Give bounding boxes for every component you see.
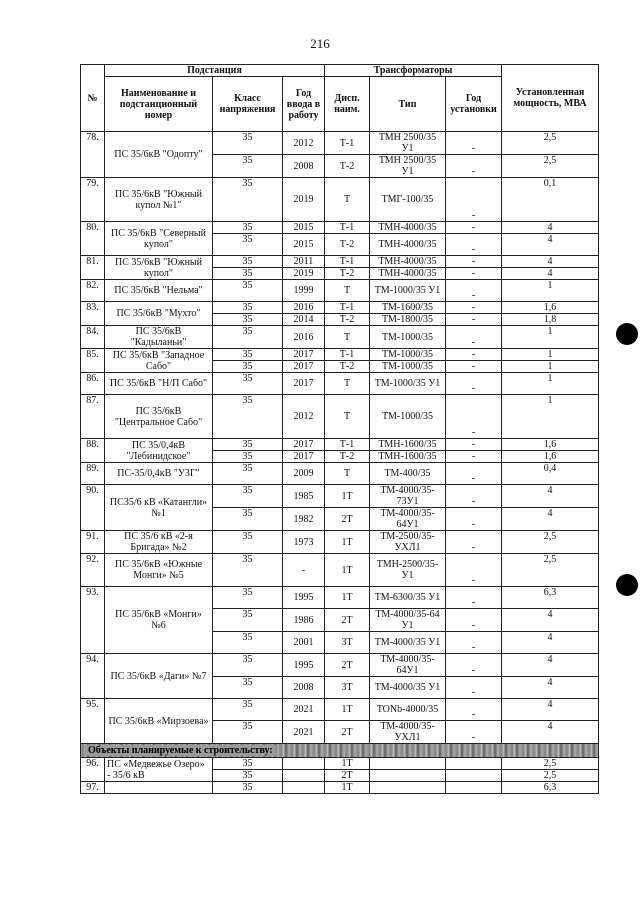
capacity-cell: 1: [502, 373, 599, 395]
voltage-class-cell: 35: [213, 531, 283, 554]
table-row: [81, 463, 599, 485]
voltage-class-cell: 35: [213, 361, 283, 373]
header-transformers-group: Трансформаторы: [325, 65, 502, 77]
capacity-cell: 4: [502, 268, 599, 280]
disp-name-cell: Т-1: [325, 439, 370, 451]
install-year-cell: -: [446, 256, 502, 268]
disp-name-cell: Т-1: [325, 302, 370, 314]
capacity-cell: 0,4: [502, 463, 599, 485]
row-num: 78.: [81, 132, 105, 178]
table-row: [81, 587, 599, 609]
year-cell: 2015: [283, 222, 325, 234]
table-row: [81, 302, 599, 314]
install-year-cell: -: [446, 721, 502, 744]
type-cell: ТМ-6300/35 У1: [370, 587, 446, 609]
year-cell: 2011: [283, 256, 325, 268]
table-header: [81, 65, 599, 132]
disp-name-cell: 3Т: [325, 677, 370, 699]
type-cell: ТМ-1000/35: [370, 395, 446, 439]
type-cell: ТМ-1000/35 У1: [370, 280, 446, 302]
install-year-cell: -: [446, 587, 502, 609]
year-cell: 1995: [283, 654, 325, 677]
row-num: 81.: [81, 256, 105, 280]
voltage-class-cell: 35: [213, 587, 283, 609]
disp-name-cell: Т-2: [325, 234, 370, 256]
year-cell: 1985: [283, 485, 325, 508]
install-year-cell: -: [446, 349, 502, 361]
install-year-cell: [446, 782, 502, 794]
disp-name-cell: Т-2: [325, 361, 370, 373]
voltage-class-cell: 35: [213, 132, 283, 155]
year-cell: 2019: [283, 178, 325, 222]
capacity-cell: 2,5: [502, 132, 599, 155]
capacity-cell: 4: [502, 632, 599, 654]
type-cell: ТМН-4000/35: [370, 268, 446, 280]
type-cell: ТМ-1600/35: [370, 302, 446, 314]
type-cell: ТМ-4000/35-УХЛ1: [370, 721, 446, 744]
voltage-class-cell: 35: [213, 178, 283, 222]
disp-name-cell: 1Т: [325, 531, 370, 554]
year-cell: 2008: [283, 677, 325, 699]
planned-objects-banner: [81, 744, 599, 758]
capacity-cell: 4: [502, 234, 599, 256]
install-year-cell: -: [446, 268, 502, 280]
install-year-cell: -: [446, 531, 502, 554]
disp-name-cell: Т: [325, 395, 370, 439]
type-cell: ТМ-4000/35-64У1: [370, 654, 446, 677]
header-name: Наименование и подстанционный номер: [105, 77, 213, 132]
capacity-cell: 1: [502, 361, 599, 373]
disp-name-cell: Т: [325, 463, 370, 485]
capacity-cell: 4: [502, 508, 599, 531]
install-year-cell: -: [446, 451, 502, 463]
header-type: Тип: [370, 77, 446, 132]
install-year-cell: -: [446, 654, 502, 677]
type-cell: ТМН 2500/35 У1: [370, 155, 446, 178]
capacity-cell: 4: [502, 609, 599, 632]
row-num: 91.: [81, 531, 105, 554]
substation-name: ПС 35/6кВ "Нельма": [105, 280, 213, 302]
substation-name: ПС35/6 кВ «Катангли» №1: [105, 485, 213, 531]
type-cell: ТМ-2500/35-УХЛ1: [370, 531, 446, 554]
capacity-cell: 4: [502, 256, 599, 268]
row-num: 84.: [81, 326, 105, 349]
disp-name-cell: Т-1: [325, 349, 370, 361]
year-cell: 2008: [283, 155, 325, 178]
install-year-cell: -: [446, 699, 502, 721]
voltage-class-cell: 35: [213, 395, 283, 439]
substation-name: ПС 35/0,4кВ "Лебинидское": [105, 439, 213, 463]
voltage-class-cell: 35: [213, 280, 283, 302]
disp-name-cell: Т-1: [325, 222, 370, 234]
disp-name-cell: Т-1: [325, 256, 370, 268]
disp-name-cell: 2Т: [325, 609, 370, 632]
row-num: 80.: [81, 222, 105, 256]
install-year-cell: -: [446, 132, 502, 155]
disp-name-cell: Т-2: [325, 268, 370, 280]
type-cell: [370, 770, 446, 782]
year-cell: [283, 770, 325, 782]
voltage-class-cell: 35: [213, 439, 283, 451]
planned-objects-banner-row: [81, 744, 599, 758]
substation-name: ПС 35/6кВ "Одопту": [105, 132, 213, 178]
type-cell: ТМН-2500/35-У1: [370, 554, 446, 587]
install-year-cell: -: [446, 463, 502, 485]
type-cell: [370, 758, 446, 770]
header-substation-group: Подстанция: [105, 65, 325, 77]
install-year-cell: -: [446, 677, 502, 699]
row-num: 86.: [81, 373, 105, 395]
disp-name-cell: Т-2: [325, 155, 370, 178]
header-voltage-class: Класс напряжения: [213, 77, 283, 132]
install-year-cell: -: [446, 178, 502, 222]
year-cell: 2012: [283, 395, 325, 439]
type-cell: ТМН-1600/35: [370, 451, 446, 463]
voltage-class-cell: 35: [213, 222, 283, 234]
capacity-cell: 4: [502, 485, 599, 508]
table-row: [81, 373, 599, 395]
disp-name-cell: Т-2: [325, 451, 370, 463]
row-num: 88.: [81, 439, 105, 463]
voltage-class-cell: 35: [213, 485, 283, 508]
install-year-cell: -: [446, 632, 502, 654]
type-cell: ТМ-4000/35-64 У1: [370, 609, 446, 632]
install-year-cell: -: [446, 280, 502, 302]
year-cell: 2019: [283, 268, 325, 280]
install-year-cell: -: [446, 508, 502, 531]
install-year-cell: -: [446, 373, 502, 395]
disp-name-cell: 1Т: [325, 587, 370, 609]
capacity-cell: 4: [502, 654, 599, 677]
year-cell: 2017: [283, 361, 325, 373]
type-cell: ТМ-1800/35: [370, 314, 446, 326]
substation-name: ПС 35/6кВ "Южный купол": [105, 256, 213, 280]
disp-name-cell: 1Т: [325, 758, 370, 770]
capacity-cell: 1: [502, 326, 599, 349]
install-year-cell: -: [446, 222, 502, 234]
table-row: [81, 439, 599, 451]
disp-name-cell: 1Т: [325, 699, 370, 721]
year-cell: 2009: [283, 463, 325, 485]
disp-name-cell: 3Т: [325, 632, 370, 654]
install-year-cell: [446, 770, 502, 782]
substation-name: ПС 35/6кВ "Кадыланьи": [105, 326, 213, 349]
voltage-class-cell: 35: [213, 302, 283, 314]
substation-name: ПС 35/6 кВ «2-я Бригада» №2: [105, 531, 213, 554]
row-num: 95.: [81, 699, 105, 744]
substation-name: ПС 35/6кВ «Даги» №7: [105, 654, 213, 699]
substation-name: ПС 35/6кВ «Южные Монги» №5: [105, 554, 213, 587]
table-row: [81, 531, 599, 554]
year-cell: 2016: [283, 302, 325, 314]
row-num: 97.: [81, 782, 105, 794]
voltage-class-cell: 35: [213, 554, 283, 587]
capacity-cell: 1,6: [502, 302, 599, 314]
voltage-class-cell: 35: [213, 155, 283, 178]
voltage-class-cell: 35: [213, 463, 283, 485]
disp-name-cell: Т-1: [325, 132, 370, 155]
punch-hole-mark: [616, 574, 638, 596]
table-row: [81, 782, 599, 794]
type-cell: ТМ-1000/35 У1: [370, 373, 446, 395]
year-cell: 1995: [283, 587, 325, 609]
row-num: 82.: [81, 280, 105, 302]
table-row: [81, 654, 599, 677]
capacity-cell: 1: [502, 349, 599, 361]
header-num: №: [81, 65, 105, 132]
substation-name: ПС 35/6кВ «Мирзоева»: [105, 699, 213, 744]
type-cell: ТМ-4000/35-73У1: [370, 485, 446, 508]
year-cell: 1973: [283, 531, 325, 554]
disp-name-cell: Т: [325, 326, 370, 349]
capacity-cell: 2,5: [502, 531, 599, 554]
voltage-class-cell: 35: [213, 373, 283, 395]
capacity-cell: 1: [502, 395, 599, 439]
row-num: 87.: [81, 395, 105, 439]
header-capacity: Установленная мощность, МВА: [502, 65, 599, 132]
row-num: 90.: [81, 485, 105, 531]
voltage-class-cell: 35: [213, 314, 283, 326]
year-cell: 1982: [283, 508, 325, 531]
row-num: 89.: [81, 463, 105, 485]
capacity-cell: 1,6: [502, 451, 599, 463]
row-num: 94.: [81, 654, 105, 699]
substation-name: ПС 35/6кВ "Южный купол №1": [105, 178, 213, 222]
substation-name: ПС 35/6кВ "Северный купол": [105, 222, 213, 256]
capacity-cell: 4: [502, 677, 599, 699]
table-row: [81, 485, 599, 508]
install-year-cell: -: [446, 361, 502, 373]
year-cell: 1999: [283, 280, 325, 302]
table-row: [81, 554, 599, 587]
type-cell: [370, 782, 446, 794]
disp-name-cell: Т: [325, 280, 370, 302]
type-cell: ТМ-4000/35 У1: [370, 677, 446, 699]
table-row: [81, 349, 599, 361]
year-cell: 2001: [283, 632, 325, 654]
year-cell: 2017: [283, 439, 325, 451]
install-year-cell: -: [446, 609, 502, 632]
install-year-cell: -: [446, 554, 502, 587]
substation-name: ПС «Медвежье Озеро» - 35/6 кВ: [105, 758, 213, 782]
year-cell: -: [283, 554, 325, 587]
disp-name-cell: Т-2: [325, 314, 370, 326]
install-year-cell: -: [446, 155, 502, 178]
year-cell: 2021: [283, 721, 325, 744]
type-cell: TONb-4000/35: [370, 699, 446, 721]
row-num: 93.: [81, 587, 105, 654]
header-disp-name: Дисп. наим.: [325, 77, 370, 132]
capacity-cell: 2,5: [502, 155, 599, 178]
table-row: [81, 222, 599, 234]
type-cell: ТМ-400/35: [370, 463, 446, 485]
type-cell: ТМ-1000/35: [370, 349, 446, 361]
capacity-cell: 2,5: [502, 758, 599, 770]
capacity-cell: 2,5: [502, 770, 599, 782]
punch-hole-mark: [616, 323, 638, 345]
row-num: 83.: [81, 302, 105, 326]
voltage-class-cell: 35: [213, 654, 283, 677]
type-cell: ТМ-4000/35-64У1: [370, 508, 446, 531]
table-body: [81, 132, 599, 794]
capacity-cell: 6,3: [502, 587, 599, 609]
table-row: [81, 395, 599, 439]
table-row: [81, 326, 599, 349]
planned-objects-banner-text: Объекты планируемые к строительству:: [85, 745, 276, 756]
capacity-cell: 1: [502, 280, 599, 302]
substation-name: ПС-35/0,4кВ "УЗГ": [105, 463, 213, 485]
substation-name: ПС 35/6кВ "Мухто": [105, 302, 213, 326]
type-cell: ТМН-4000/35: [370, 222, 446, 234]
capacity-cell: 1,6: [502, 439, 599, 451]
voltage-class-cell: 35: [213, 677, 283, 699]
voltage-class-cell: 35: [213, 256, 283, 268]
year-cell: [283, 782, 325, 794]
disp-name-cell: 2Т: [325, 721, 370, 744]
install-year-cell: -: [446, 439, 502, 451]
substations-table: [80, 64, 599, 794]
voltage-class-cell: 35: [213, 349, 283, 361]
year-cell: 2017: [283, 349, 325, 361]
disp-name-cell: 1Т: [325, 485, 370, 508]
voltage-class-cell: 35: [213, 770, 283, 782]
table-row: [81, 280, 599, 302]
disp-name-cell: 1Т: [325, 554, 370, 587]
disp-name-cell: 2Т: [325, 508, 370, 531]
install-year-cell: -: [446, 395, 502, 439]
header-year-commissioned: Год ввода в работу: [283, 77, 325, 132]
year-cell: 2015: [283, 234, 325, 256]
install-year-cell: -: [446, 485, 502, 508]
disp-name-cell: 2Т: [325, 770, 370, 782]
voltage-class-cell: 35: [213, 268, 283, 280]
type-cell: ТМ-4000/35 У1: [370, 632, 446, 654]
voltage-class-cell: 35: [213, 609, 283, 632]
year-cell: 2014: [283, 314, 325, 326]
install-year-cell: -: [446, 234, 502, 256]
type-cell: ТМ-1000/35: [370, 326, 446, 349]
row-num: 85.: [81, 349, 105, 373]
year-cell: 2016: [283, 326, 325, 349]
voltage-class-cell: 35: [213, 758, 283, 770]
substation-name: [105, 782, 213, 794]
voltage-class-cell: 35: [213, 451, 283, 463]
table-row: [81, 699, 599, 721]
year-cell: 2017: [283, 373, 325, 395]
header-install-year: Год установки: [446, 77, 502, 132]
capacity-cell: 2,5: [502, 554, 599, 587]
type-cell: ТМН-4000/35: [370, 256, 446, 268]
capacity-cell: 1,8: [502, 314, 599, 326]
install-year-cell: [446, 758, 502, 770]
table-row: [81, 758, 599, 770]
capacity-cell: 0,1: [502, 178, 599, 222]
capacity-cell: 4: [502, 699, 599, 721]
page-number: 216: [310, 36, 330, 51]
capacity-cell: 4: [502, 721, 599, 744]
substation-name: ПС 35/6кВ «Монги» №6: [105, 587, 213, 654]
voltage-class-cell: 35: [213, 326, 283, 349]
capacity-cell: 6,3: [502, 782, 599, 794]
disp-name-cell: 1Т: [325, 782, 370, 794]
year-cell: [283, 758, 325, 770]
year-cell: 2017: [283, 451, 325, 463]
voltage-class-cell: 35: [213, 699, 283, 721]
disp-name-cell: 2Т: [325, 654, 370, 677]
table-row: [81, 256, 599, 268]
voltage-class-cell: 35: [213, 632, 283, 654]
row-num: 96.: [81, 758, 105, 782]
substation-name: ПС 35/6кВ "Н/П Сабо": [105, 373, 213, 395]
type-cell: ТМН-1600/35: [370, 439, 446, 451]
year-cell: 2012: [283, 132, 325, 155]
disp-name-cell: Т: [325, 178, 370, 222]
capacity-cell: 4: [502, 222, 599, 234]
type-cell: ТМГ-100/35: [370, 178, 446, 222]
voltage-class-cell: 35: [213, 721, 283, 744]
voltage-class-cell: 35: [213, 782, 283, 794]
year-cell: 2021: [283, 699, 325, 721]
substation-name: ПС 35/6кВ "Центральное Сабо": [105, 395, 213, 439]
table-row: [81, 132, 599, 155]
substation-name: ПС 35/6кВ "Западное Сабо": [105, 349, 213, 373]
row-num: 92.: [81, 554, 105, 587]
year-cell: 1986: [283, 609, 325, 632]
install-year-cell: -: [446, 326, 502, 349]
disp-name-cell: Т: [325, 373, 370, 395]
type-cell: ТМ-1000/35: [370, 361, 446, 373]
row-num: 79.: [81, 178, 105, 222]
voltage-class-cell: 35: [213, 508, 283, 531]
install-year-cell: -: [446, 314, 502, 326]
voltage-class-cell: 35: [213, 234, 283, 256]
install-year-cell: -: [446, 302, 502, 314]
type-cell: ТМН 2500/35 У1: [370, 132, 446, 155]
type-cell: ТМН-4000/35: [370, 234, 446, 256]
table-row: [81, 178, 599, 222]
